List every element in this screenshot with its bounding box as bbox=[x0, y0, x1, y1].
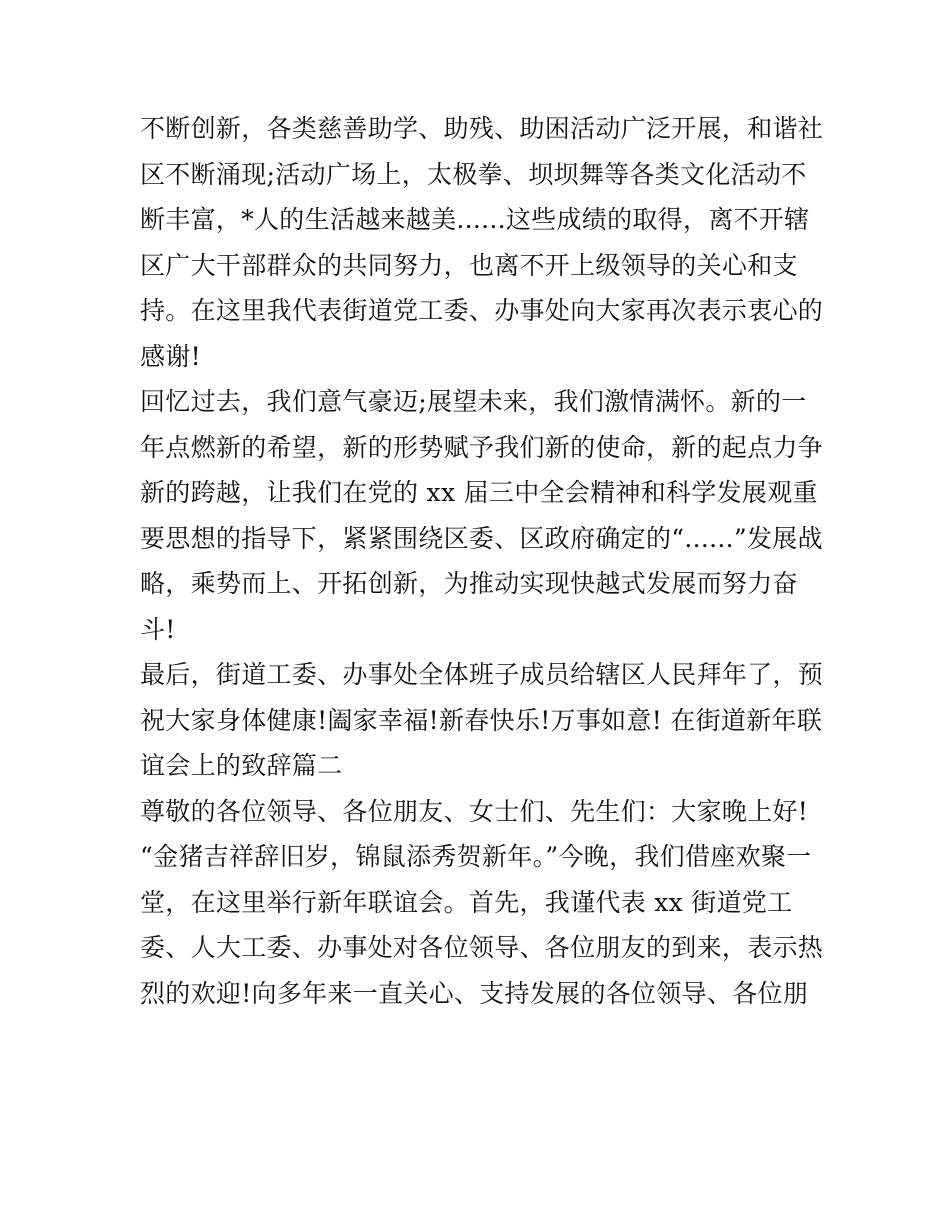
text-line: 区广大干部群众的共同努力，也离不开上级领导的关心和支 bbox=[140, 250, 798, 280]
text-line: 堂，在这里举行新年联谊会。首先，我谨代表 xx 街道党工 bbox=[140, 887, 793, 917]
text-line: 祝大家身体健康!阖家幸福!新春快乐!万事如意! 在街道新年联 bbox=[140, 705, 823, 735]
text-line: 年点燃新的希望，新的形势赋予我们新的使命，新的起点力争 bbox=[140, 432, 824, 462]
text-line: 委、人大工委、办事处对各位领导、各位朋友的到来，表示热 bbox=[140, 933, 824, 962]
text-line: 尊敬的各位领导、各位朋友、女士们、先生们：大家晚上好! bbox=[140, 796, 809, 826]
text-line: 回忆过去，我们意气豪迈;展望未来，我们激情满怀。新的一 bbox=[140, 387, 807, 416]
text-line: 斗! bbox=[140, 614, 176, 644]
text-line: 感谢! bbox=[140, 341, 201, 371]
document-body bbox=[140, 106, 830, 1016]
text-line: 断丰富，*人的生活越来越美......这些成绩的取得，离不开辖 bbox=[140, 205, 810, 234]
text-line: 略，乘势而上、开拓创新，为推动实现快越式发展而努力奋 bbox=[140, 569, 798, 598]
text-line: 烈的欢迎!向多年来一直关心、支持发展的各位领导、各位朋 bbox=[140, 978, 809, 1008]
text-line: 区不断涌现;活动广场上，太极拳、坝坝舞等各类文化活动不 bbox=[140, 159, 807, 189]
text-line: 最后，街道工委、办事处全体班子成员给辖区人民拜年了，预 bbox=[140, 660, 824, 689]
text-line: “金猪吉祥辞旧岁，锦鼠添秀贺新年。”今晚，我们借座欢聚一 bbox=[140, 842, 812, 871]
text-line: 持。在这里我代表街道党工委、办事处向大家再次表示衷心的 bbox=[140, 296, 824, 325]
text-line: 谊会上的致辞篇二 bbox=[140, 751, 343, 780]
text-line: 不断创新，各类慈善助学、助残、助困活动广泛开展，和谐社 bbox=[140, 114, 824, 143]
text-line: 要思想的指导下，紧紧围绕区委、区政府确定的“......”发展战 bbox=[140, 523, 823, 553]
text-line: 新的跨越，让我们在党的 xx 届三中全会精神和科学发展观重 bbox=[140, 478, 818, 507]
